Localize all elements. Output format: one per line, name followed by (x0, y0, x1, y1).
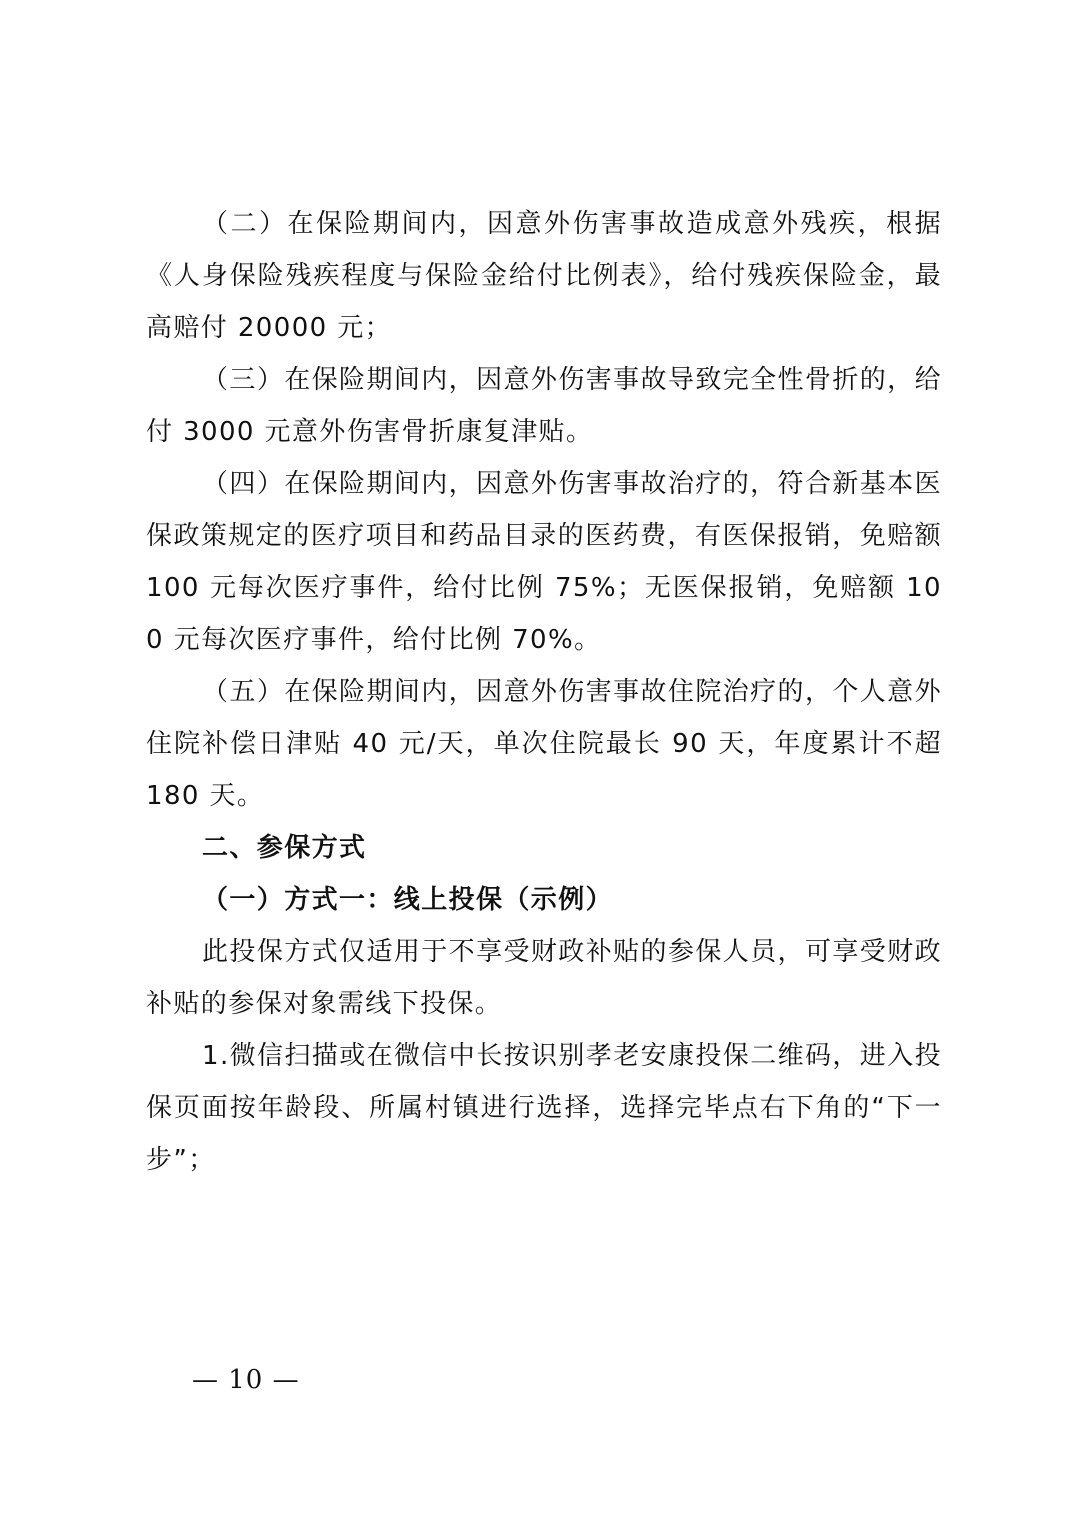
paragraph-hospital-allowance: （五）在保险期间内，因意外伤害事故住院治疗的，个人意外住院补偿日津贴 40 元/天，单次住院最长 90 天，年度累计不超 180 天。 (146, 677, 942, 811)
paragraph-step-1: 1.微信扫描或在微信中长按识别孝老安康投保二维码，进入投保页面按年龄段、所属村镇进行选择，选择完毕点右下角的“下一步”； (146, 1041, 943, 1175)
section-heading-enrollment-method: 二、参保方式 (202, 833, 367, 863)
paragraph-fracture-allowance: （三）在保险期间内，因意外伤害事故导致完全性骨折的，给付 3000 元意外伤害骨折康复津贴。 (146, 365, 942, 447)
paragraph-medical-expense: （四）在保险期间内，因意外伤害事故治疗的，符合新基本医保政策规定的医疗项目和药品目录的医药费，有医保报销，免赔额 100 元每次医疗事件，给付比例 75%；无医保报销，免赔额 100 元每次医疗事件，给付比例 70%。 (146, 469, 942, 655)
page-number: — 10 — (192, 1365, 300, 1395)
subheading-online-enrollment: （一）方式一：线上投保（示例） (202, 885, 614, 915)
document-body (146, 198, 942, 1186)
paragraph-online-enrollment-note: 此投保方式仅适用于不享受财政补贴的参保人员，可享受财政补贴的参保对象需线下投保。 (146, 937, 942, 1019)
paragraph-disability-benefit: （二）在保险期间内，因意外伤害事故造成意外残疾，根据《人身保险残疾程度与保险金给付比例表》，给付残疾保险金，最高赔付 20000 元； (146, 209, 942, 343)
